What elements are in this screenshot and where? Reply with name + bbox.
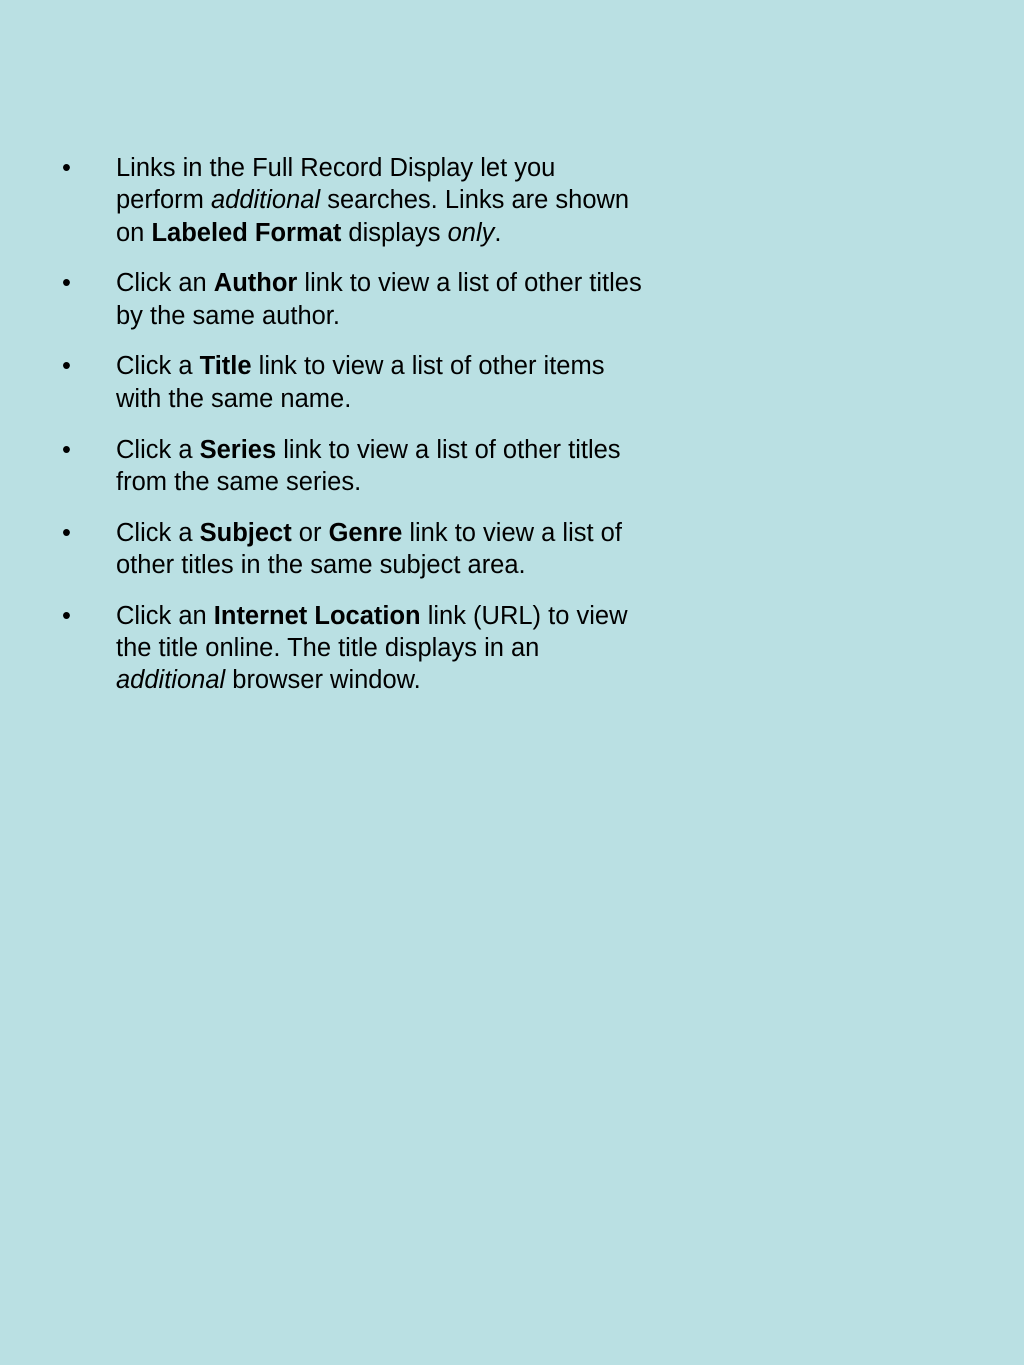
text-run: Click an	[116, 601, 214, 630]
text-run: link to view a list of other titles by the same author.	[116, 269, 642, 330]
bullet-icon: •	[62, 154, 71, 182]
keyword-text: Labeled Format	[151, 218, 342, 247]
bullet-icon: •	[62, 601, 71, 630]
text-run: link to view a list of other titles in the same subject area.	[116, 518, 622, 579]
bullet-item-internet-location	[62, 600, 642, 697]
text-run: searches. Links are shown on	[116, 186, 630, 247]
bullet-text	[116, 269, 642, 329]
keyword-text: Series	[199, 435, 277, 464]
text-run: browser window.	[225, 666, 421, 695]
text-run: link (URL) to view the title online. The title displays in an	[116, 601, 628, 663]
keyword-text: Subject	[199, 518, 292, 547]
bullet-icon: •	[62, 518, 71, 547]
bullet-icon: •	[62, 352, 71, 381]
text-run: link to view a list of other titles from the same series.	[116, 435, 621, 496]
text-run: link to view a list of other items with the same name.	[116, 352, 605, 413]
bullet-icon: •	[62, 435, 71, 464]
text-run: displays	[341, 218, 448, 247]
text-run: .	[494, 218, 502, 247]
keyword-text: Internet Location	[213, 601, 421, 630]
bullet-item-author	[62, 267, 642, 332]
text-run: Click a	[116, 352, 200, 381]
bullet-item-series	[62, 434, 642, 499]
keyword-text: Author	[213, 269, 298, 298]
emphasis-text: additional	[116, 666, 226, 695]
bullet-item-links-overview	[62, 152, 642, 249]
keyword-text: Title	[199, 352, 252, 381]
keyword-text: Genre	[328, 518, 403, 547]
bullet-text	[116, 352, 604, 412]
text-run: Click an	[116, 269, 214, 298]
text-run: or	[291, 518, 329, 547]
bullet-item-title	[62, 350, 642, 415]
text-run: Click a	[116, 518, 200, 547]
text-run: Links in the Full Record Display let you perform	[116, 154, 556, 215]
emphasis-text: only	[447, 218, 495, 247]
bullet-text	[116, 519, 622, 579]
bullet-icon: •	[62, 269, 71, 298]
emphasis-text: additional	[210, 186, 321, 215]
bullet-text	[116, 436, 621, 496]
bullet-item-subject-genre	[62, 517, 642, 582]
text-run: Click a	[116, 435, 200, 464]
bullet-text	[116, 602, 628, 695]
instruction-bullet-list	[62, 152, 642, 715]
bullet-text	[116, 154, 629, 247]
